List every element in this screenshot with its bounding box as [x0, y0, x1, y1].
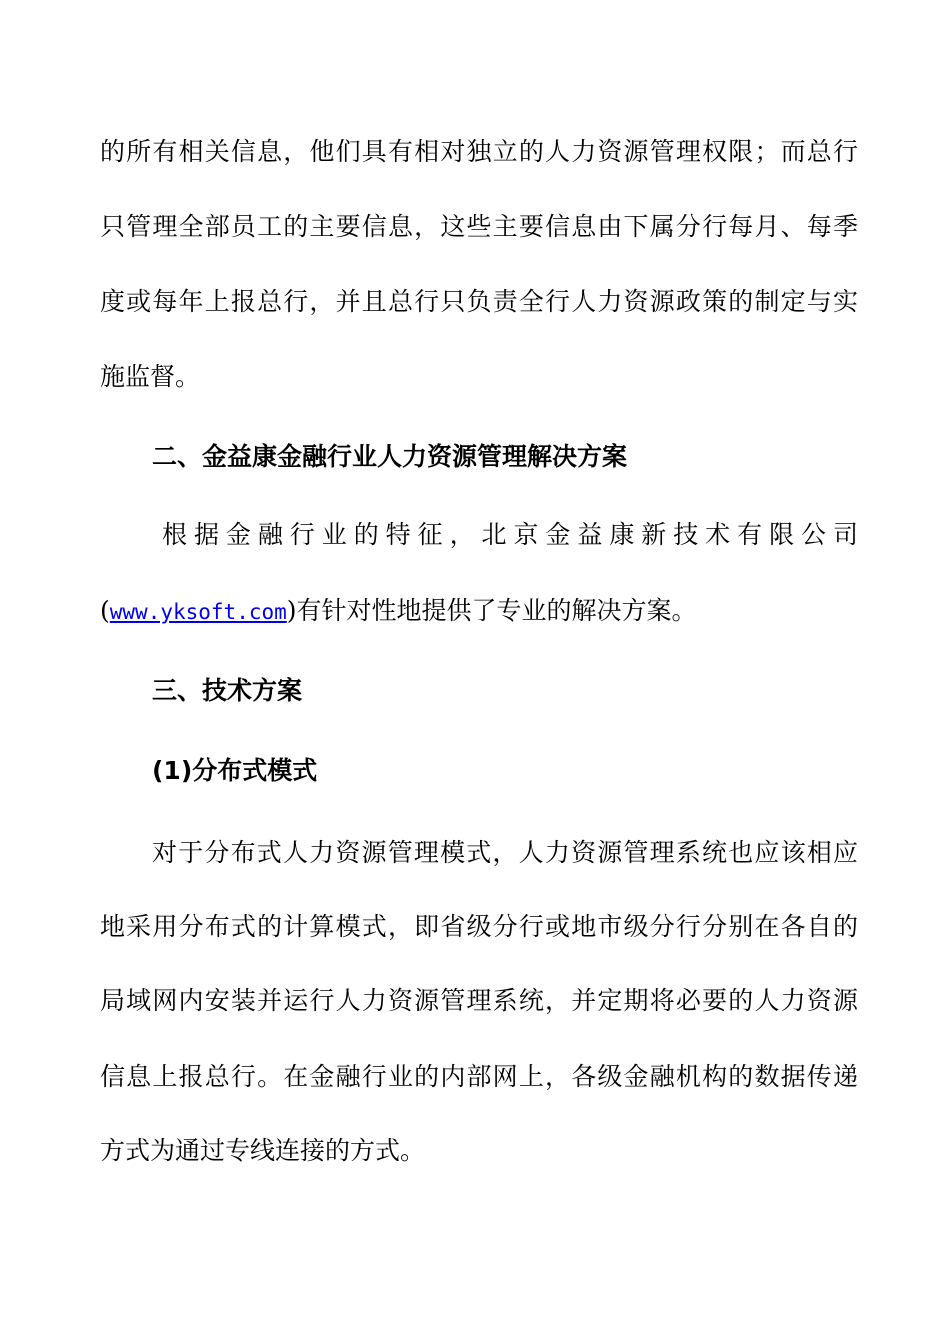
- paragraph-line: 地采用分布式的计算模式，即省级分行或地市级分行分别在各自的: [100, 912, 858, 941]
- paragraph-line-with-link: [100, 594, 858, 629]
- paragraph-text: )有针对性地提供了专业的解决方案。: [286, 596, 697, 625]
- paragraph-line: 方式为通过专线连接的方式。: [100, 1136, 426, 1165]
- paragraph-line: 对于分布式人力资源管理模式，人力资源管理系统也应该相应: [152, 838, 858, 867]
- paragraph-line: 施监督。: [100, 362, 201, 391]
- paragraph-line: 度或每年上报总行，并且总行只负责全行人力资源政策的制定与实: [100, 287, 858, 316]
- website-link[interactable]: www.yksoft.com: [109, 600, 287, 624]
- subsection-heading: (1)分布式模式: [152, 756, 318, 785]
- paragraph-line: 信息上报总行。在金融行业的内部网上，各级金融机构的数据传递: [100, 1062, 858, 1091]
- paragraph-line: 只管理全部员工的主要信息，这些主要信息由下属分行每月、每季: [100, 212, 858, 241]
- open-paren: (: [100, 596, 110, 625]
- paragraph-line: 的所有相关信息，他们具有相对独立的人力资源管理权限；而总行: [100, 137, 858, 166]
- section-heading: 三、技术方案: [152, 676, 303, 705]
- paragraph-line: 根据金融行业的特征，北京金益康新技术有限公司: [162, 520, 858, 549]
- paragraph-line: 局域网内安装并运行人力资源管理系统，并定期将必要的人力资源: [100, 986, 858, 1015]
- section-heading: 二、金益康金融行业人力资源管理解决方案: [152, 442, 628, 471]
